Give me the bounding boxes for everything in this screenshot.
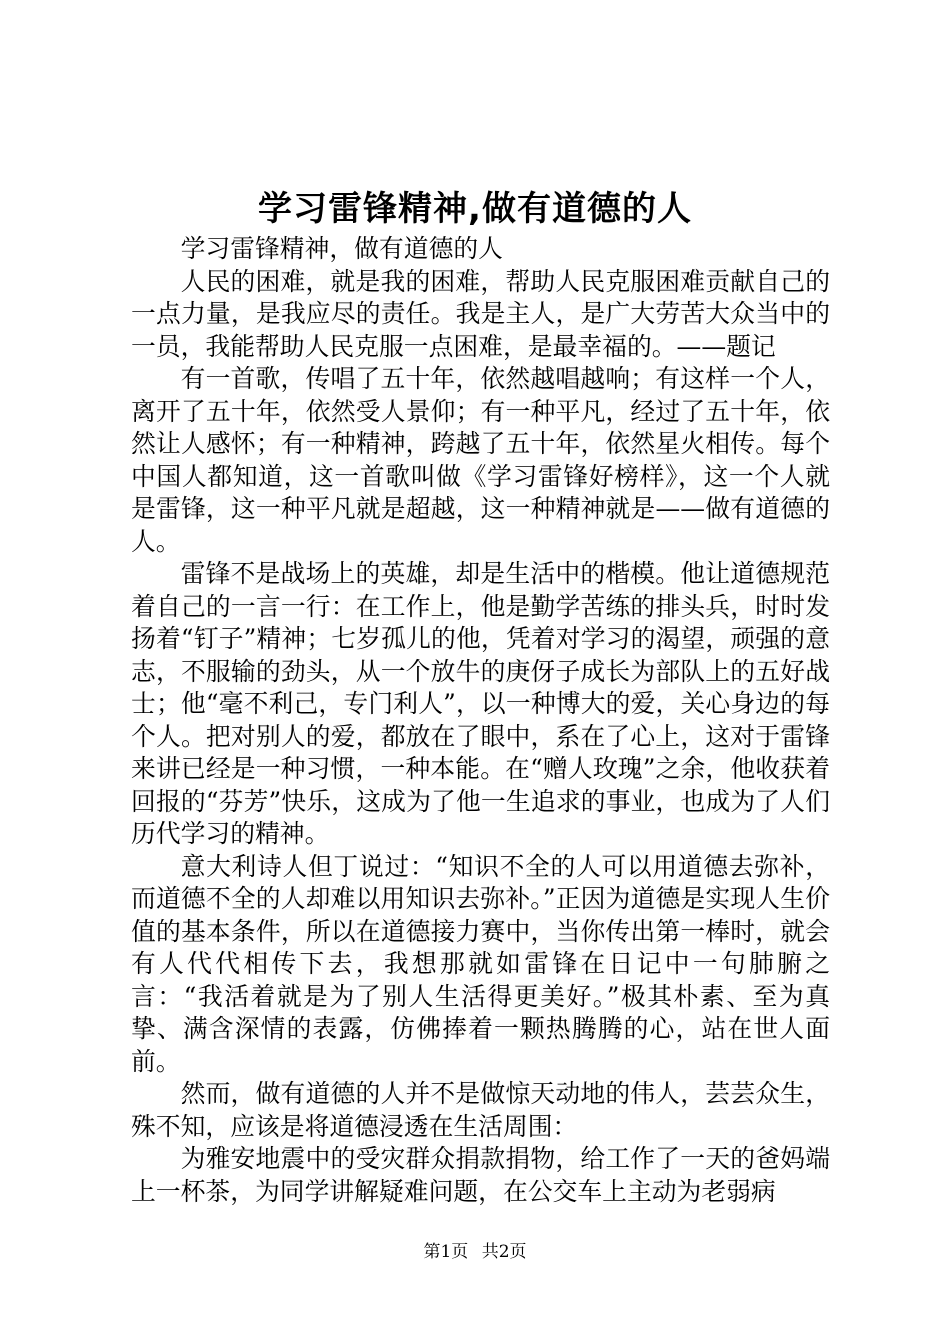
paragraph: 有一首歌，传唱了五十年，依然越唱越响；有这样一个人，离开了五十年，依然受人景仰；有一种平凡，经过了五十年，依然让人感怀；有一种精神，跨越了五十年，依然星火相传。每个中国人都知道，这一首歌叫做《学习雷锋好榜样》，这一个人就是雷锋，这一种平凡就是超越，这一种精神就是——做有道德的人。 — [131, 364, 830, 556]
paragraph: 为雅安地震中的受灾群众捐款捐物，给工作了一天的爸妈端上一杯茶，为同学讲解疑难问题，在公交车上主动为老弱病 — [131, 1144, 830, 1206]
page-total: 共2页 — [481, 1242, 527, 1262]
paragraph-subtitle: 学习雷锋精神，做有道德的人 — [180, 234, 503, 263]
paragraph: 雷锋不是战场上的英雄，却是生活中的楷模。他让道德规范着自己的一言一行：在工作上，他是勤学苦练的排头兵，时时发扬着“钉子”精神；七岁孤儿的他，凭着对学习的渴望，顽强的意志，不服输的劲头，从一个放牛的庚伢子成长为部队上的五好战士；他“毫不利己，专门利人”，以一种博大的爱，关心身边的每个人。把对别人的爱，都放在了眼中，系在了心上，这对于雷锋来讲已经是一种习惯，一种本能。在“赠人玫瑰”之余，他收获着回报的“芬芳”快乐，这成为了他一生追求的事业，也成为了人们历代学习的精神。 — [131, 559, 830, 848]
page-footer — [0, 1240, 950, 1264]
document-body — [131, 233, 830, 1208]
document-title: 学习雷锋精神,做有道德的人 — [258, 189, 692, 229]
paragraph: 意大利诗人但丁说过：“知识不全的人可以用道德去弥补，而道德不全的人却难以用知识去弥补。”正因为道德是实现人生价值的基本条件，所以在道德接力赛中，当你传出第一棒时，就会有人代代相传下去，我想那就如雷锋在日记中一句肺腑之言：“我活着就是为了别人生活得更美好。”极其朴素、至为真挚、满含深情的表露，仿佛捧着一颗热腾腾的心，站在世人面前。 — [131, 851, 830, 1076]
paragraph: 然而，做有道德的人并不是做惊天动地的伟人，芸芸众生，殊不知，应该是将道德浸透在生活周围： — [131, 1079, 830, 1141]
page-number: 第1页 — [423, 1242, 469, 1262]
paragraph-epigraph: 人民的困难，就是我的困难，帮助人民克服困难贡献自己的一点力量，是我应尽的责任。我是主人，是广大劳苦大众当中的一员，我能帮助人民克服一点困难，是最幸福的。——题记 — [131, 266, 830, 361]
